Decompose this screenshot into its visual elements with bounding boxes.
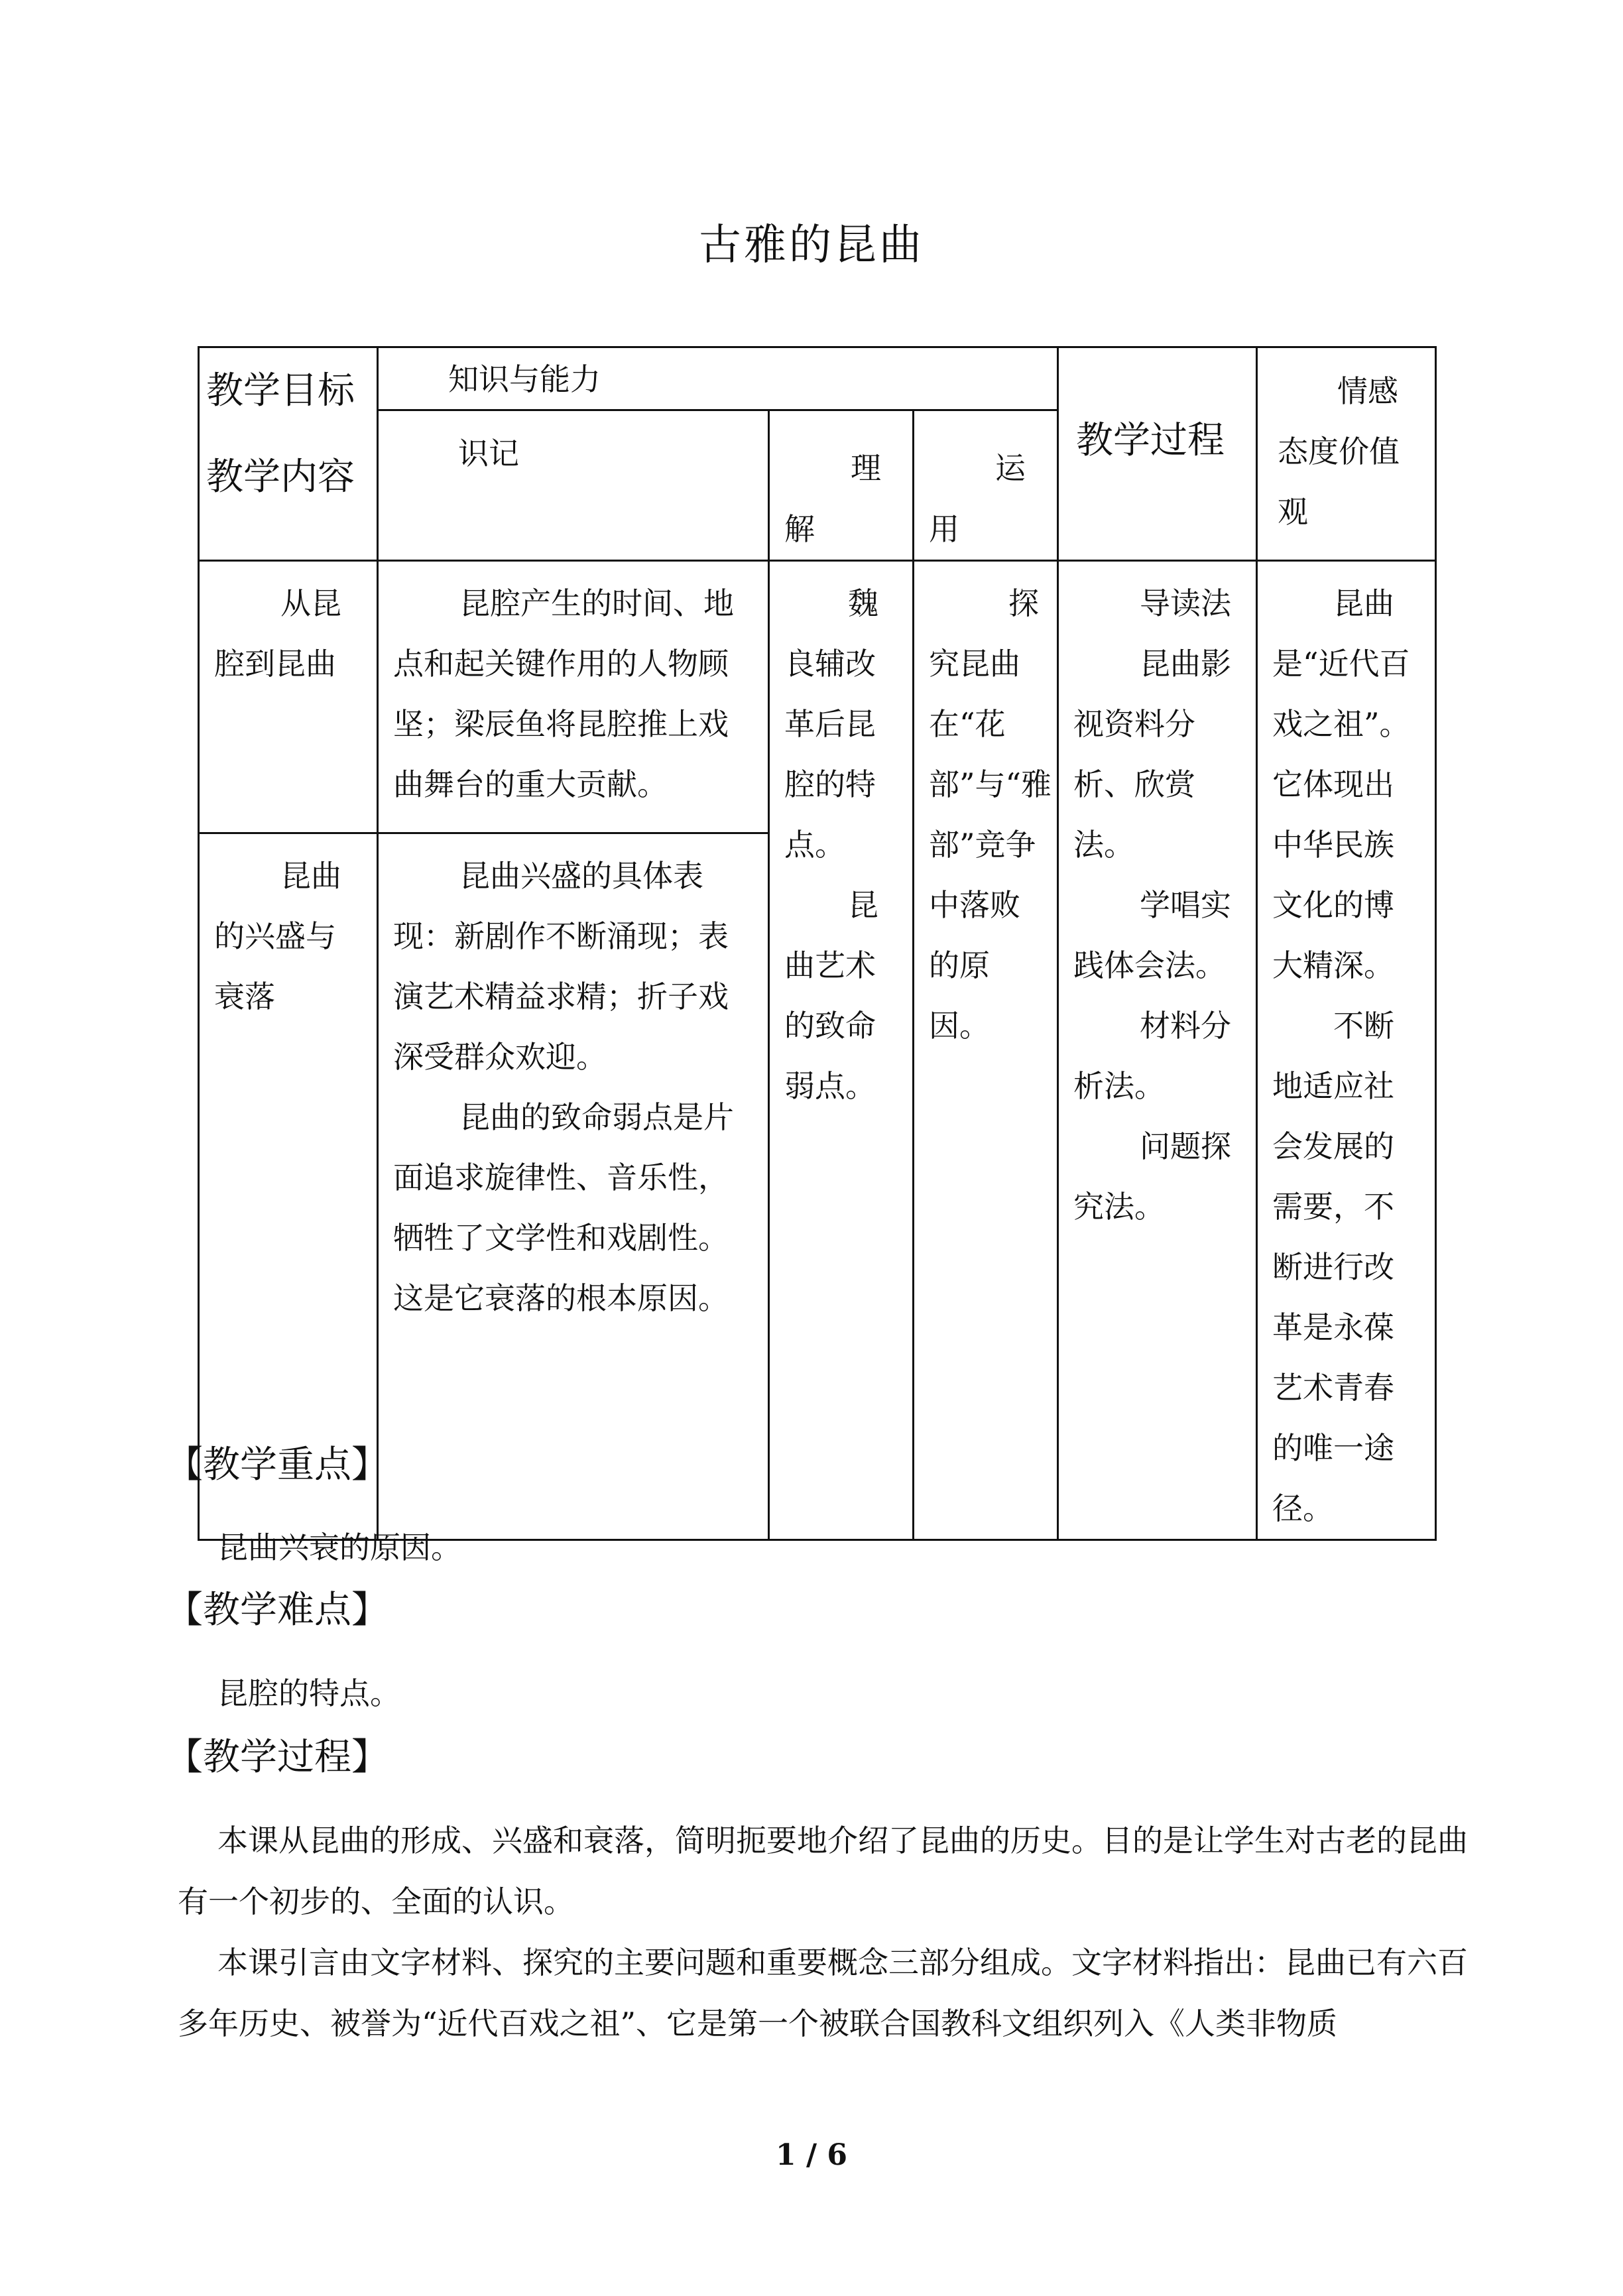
section-difficult-points-heading: 【教学难点】 bbox=[166, 1589, 389, 1632]
understand-cell bbox=[769, 561, 914, 1540]
header-apply: 运用 bbox=[929, 450, 1026, 547]
header-emotion-cell bbox=[1257, 347, 1436, 561]
method-item: 学唱实践体会法。 bbox=[1073, 887, 1232, 983]
lesson-plan-table bbox=[198, 346, 1437, 1541]
section-key-points-heading: 【教学重点】 bbox=[166, 1443, 389, 1486]
difficult-points-text: 昆腔的特点。 bbox=[217, 1675, 400, 1711]
understand-text: 昆曲艺术的致命弱点。 bbox=[784, 887, 878, 1104]
recall-text: 昆曲的致命弱点是片面追求旋律性、音乐性，牺牲了文学性和戏剧性。这是它衰落的根本原因。 bbox=[393, 1099, 734, 1317]
header-knowledge-cell bbox=[378, 347, 1058, 410]
header-recall-cell bbox=[378, 410, 769, 561]
section-process-heading: 【教学过程】 bbox=[166, 1736, 389, 1779]
header-recall: 识记 bbox=[458, 436, 519, 471]
emotion-text: 昆曲是“近代百戏之祖”。它体现出中华民族文化的博大精深。 bbox=[1272, 585, 1410, 983]
header-understand-cell bbox=[769, 410, 914, 561]
recall-cell-2 bbox=[378, 833, 769, 1540]
topic-label: 从昆腔到昆曲 bbox=[214, 585, 341, 682]
header-teaching-goal: 教学目标 bbox=[206, 369, 355, 412]
understand-text: 魏良辅改革后昆腔的特点。 bbox=[784, 585, 878, 863]
page-title: 古雅的昆曲 bbox=[699, 221, 924, 270]
topic-cell-1 bbox=[199, 561, 378, 833]
apply-cell bbox=[914, 561, 1058, 1540]
header-corner-cell bbox=[199, 347, 378, 561]
header-process: 教学过程 bbox=[1076, 419, 1225, 462]
header-understand: 理解 bbox=[784, 450, 881, 547]
recall-cell-1 bbox=[378, 561, 769, 833]
emotion-text: 不断地适应社会发展的需要，不断进行改革是永葆艺术青春的唯一途径。 bbox=[1272, 1008, 1395, 1526]
method-item: 材料分析法。 bbox=[1073, 1008, 1232, 1104]
emotion-cell bbox=[1257, 561, 1436, 1540]
process-paragraph: 本课引言由文字材料、探究的主要问题和重要概念三部分组成。文字材料指出：昆曲已有六百多年历史、被誉为“近代百戏之祖”、它是第一个被联合国教科文组织列入《人类非物质 bbox=[178, 1945, 1468, 2041]
header-process-cell bbox=[1058, 347, 1257, 561]
recall-text: 昆腔产生的时间、地点和起关键作用的人物顾坚；梁辰鱼将昆腔推上戏曲舞台的重大贡献。 bbox=[393, 585, 734, 802]
process-paragraph: 本课从昆曲的形成、兴盛和衰落，简明扼要地介绍了昆曲的历史。目的是让学生对古老的昆曲有一个初步的、全面的认识。 bbox=[178, 1823, 1468, 1919]
page-number: 1 / 6 bbox=[776, 2138, 847, 2172]
topic-label: 昆曲的兴盛与衰落 bbox=[214, 858, 341, 1015]
method-item: 导读法 bbox=[1140, 585, 1232, 621]
method-item: 昆曲影视资料分析、欣赏法。 bbox=[1073, 646, 1232, 863]
method-item: 问题探究法。 bbox=[1073, 1128, 1232, 1225]
apply-text: 探究昆曲在“花部”与“雅部”竞争中落败的原因。 bbox=[929, 585, 1052, 1044]
recall-text: 昆曲兴盛的具体表现：新剧作不断涌现；表演艺术精益求精；折子戏深受群众欢迎。 bbox=[393, 858, 729, 1075]
header-knowledge: 知识与能力 bbox=[448, 361, 601, 397]
header-teaching-content: 教学内容 bbox=[206, 455, 355, 499]
topic-cell-2 bbox=[199, 833, 378, 1540]
header-apply-cell bbox=[914, 410, 1058, 561]
key-points-text: 昆曲兴衰的原因。 bbox=[217, 1530, 461, 1565]
header-emotion: 情感态度价值观 bbox=[1278, 373, 1400, 530]
methods-cell bbox=[1058, 561, 1257, 1540]
